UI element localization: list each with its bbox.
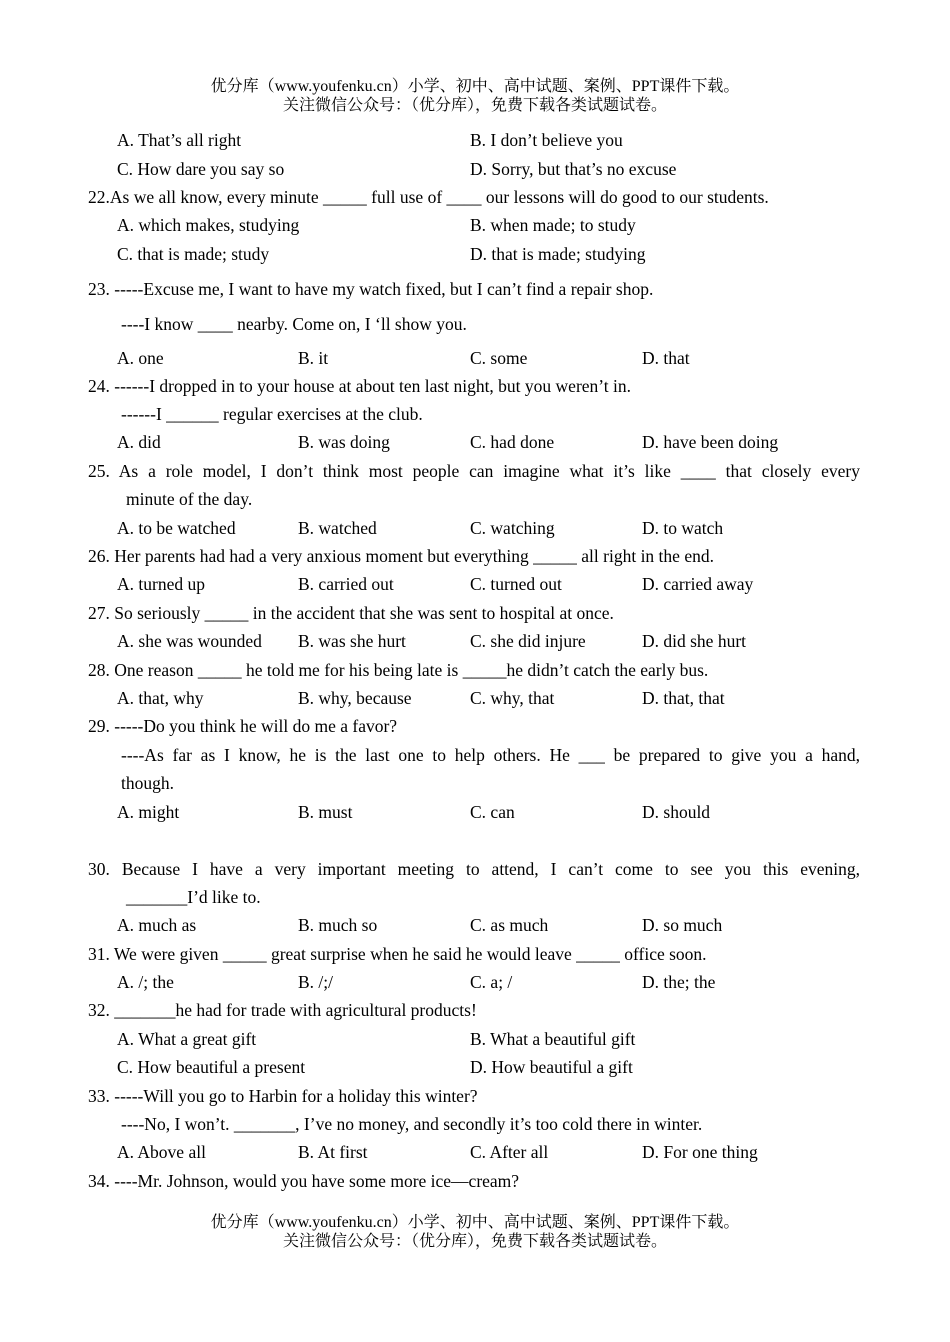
- footer-line-2: 关注微信公众号：（优分库），免费下载各类试题试卷。: [282, 1233, 667, 1250]
- q25-option-b: B. watched: [298, 518, 377, 538]
- q27-stem: 27. So seriously _____ in the accident that she was sent to hospital at once.: [88, 603, 614, 623]
- q21-option-b: B. I don’t believe you: [470, 130, 623, 150]
- q24-option-a: A. did: [117, 432, 161, 452]
- q29-stem: 29. -----Do you think he will do me a favor?: [88, 716, 398, 736]
- q27-option-a: A. she was wounded: [117, 631, 262, 651]
- q28-option-b: B. why, because: [298, 688, 412, 708]
- q33-option-a: A. Above all: [117, 1142, 206, 1162]
- q23-option-a: A. one: [117, 348, 164, 368]
- q25-option-c: C. watching: [470, 518, 555, 538]
- q30-stem-line-1: 30. Because I have a very important meeting to attend, I can’t come to see you this evening,: [88, 859, 860, 879]
- q22-stem: 22.As we all know, every minute _____ full use of ____ our lessons will do good to our students.: [88, 187, 769, 207]
- q27-option-c: C. she did injure: [470, 631, 586, 651]
- q33-option-c: C. After all: [470, 1142, 549, 1162]
- q27-option-d: D. did she hurt: [642, 631, 747, 651]
- q22-option-d: D. that is made; studying: [470, 244, 646, 264]
- q29-option-a: A. might: [117, 802, 180, 822]
- q26-option-c: C. turned out: [470, 574, 562, 594]
- q30-option-b: B. much so: [298, 915, 378, 935]
- q26-option-a: A. turned up: [117, 574, 205, 594]
- q21-option-c: C. How dare you say so: [117, 159, 285, 179]
- q31-stem: 31. We were given _____ great surprise when he said he would leave _____ office soon.: [88, 944, 707, 964]
- q32-option-c: C. How beautiful a present: [117, 1057, 306, 1077]
- q29-reply-line-1: ----As far as I know, he is the last one to help others. He ___ be prepared to give you a hand,: [121, 745, 860, 765]
- q31-option-c: C. a; /: [470, 972, 513, 992]
- q22-option-b: B. when made; to study: [470, 215, 636, 235]
- q25-option-a: A. to be watched: [117, 518, 236, 538]
- q23-reply: ----I know ____ nearby. Come on, I ‘ll show you.: [121, 314, 467, 334]
- q21-option-d: D. Sorry, but that’s no excuse: [470, 159, 677, 179]
- q30-stem-line-2: _______I’d like to.: [126, 887, 261, 907]
- q29-option-c: C. can: [470, 802, 515, 822]
- q31-option-a: A. /; the: [117, 972, 174, 992]
- q24-option-c: C. had done: [470, 432, 555, 452]
- q22-option-c: C. that is made; study: [117, 244, 270, 264]
- q23-option-b: B. it: [298, 348, 329, 368]
- q31-option-b: B. /;/: [298, 972, 334, 992]
- q25-option-d: D. to watch: [642, 518, 724, 538]
- q29-option-d: D. should: [642, 802, 711, 822]
- page-footer: [0, 1213, 950, 1251]
- q28-option-c: C. why, that: [470, 688, 555, 708]
- q31-option-d: D. the; the: [642, 972, 716, 992]
- q23-option-d: D. that: [642, 348, 690, 368]
- q24-option-b: B. was doing: [298, 432, 390, 452]
- q29-option-b: B. must: [298, 802, 353, 822]
- q24-option-d: D. have been doing: [642, 432, 779, 452]
- q33-option-b: B. At first: [298, 1142, 368, 1162]
- q24-stem: 24. ------I dropped in to your house at about ten last night, but you weren’t in.: [88, 376, 632, 396]
- q23-stem: 23. -----Excuse me, I want to have my watch fixed, but I can’t find a repair shop.: [88, 279, 654, 299]
- q21-option-a: A. That’s all right: [117, 130, 242, 150]
- q28-stem: 28. One reason _____ he told me for his being late is _____he didn’t catch the early bus.: [88, 660, 709, 680]
- q27-option-b: B. was she hurt: [298, 631, 406, 651]
- q22-option-a: A. which makes, studying: [117, 215, 300, 235]
- q25-stem-line-2: minute of the day.: [126, 489, 253, 509]
- q33-stem: 33. -----Will you go to Harbin for a holiday this winter?: [88, 1086, 478, 1106]
- q23-option-c: C. some: [470, 348, 528, 368]
- q26-stem: 26. Her parents had had a very anxious moment but everything _____ all right in the end.: [88, 546, 714, 566]
- q30-option-d: D. so much: [642, 915, 723, 935]
- q32-option-d: D. How beautiful a gift: [470, 1057, 633, 1077]
- q28-option-a: A. that, why: [117, 688, 204, 708]
- q30-option-c: C. as much: [470, 915, 549, 935]
- header-line-1: 优分库（www.youfenku.cn）小学、初中、高中试题、案例、PPT课件下载。: [210, 78, 740, 95]
- header-line-2: 关注微信公众号：（优分库），免费下载各类试题试卷。: [282, 97, 667, 114]
- q26-option-b: B. carried out: [298, 574, 394, 594]
- q26-option-d: D. carried away: [642, 574, 754, 594]
- q33-reply: ----No, I won’t. _______, I’ve no money, and secondly it’s too cold there in winter.: [121, 1114, 703, 1134]
- q32-option-a: A. What a great gift: [117, 1029, 257, 1049]
- q32-stem: 32. _______he had for trade with agricultural products!: [88, 1000, 477, 1020]
- footer-line-1: 优分库（www.youfenku.cn）小学、初中、高中试题、案例、PPT课件下载。: [210, 1214, 740, 1231]
- q32-option-b: B. What a beautiful gift: [470, 1029, 636, 1049]
- q34-stem: 34. ----Mr. Johnson, would you have some more ice—cream?: [88, 1171, 520, 1191]
- q24-reply: ------I ______ regular exercises at the club.: [121, 404, 423, 424]
- q30-option-a: A. much as: [117, 915, 197, 935]
- q33-option-d: D. For one thing: [642, 1142, 758, 1162]
- page-header: [0, 77, 950, 115]
- q25-stem-line-1: 25. As a role model, I don’t think most people can imagine what it’s like ____ that closely every: [88, 461, 860, 481]
- q28-option-d: D. that, that: [642, 688, 725, 708]
- q29-reply-line-2: though.: [121, 773, 174, 793]
